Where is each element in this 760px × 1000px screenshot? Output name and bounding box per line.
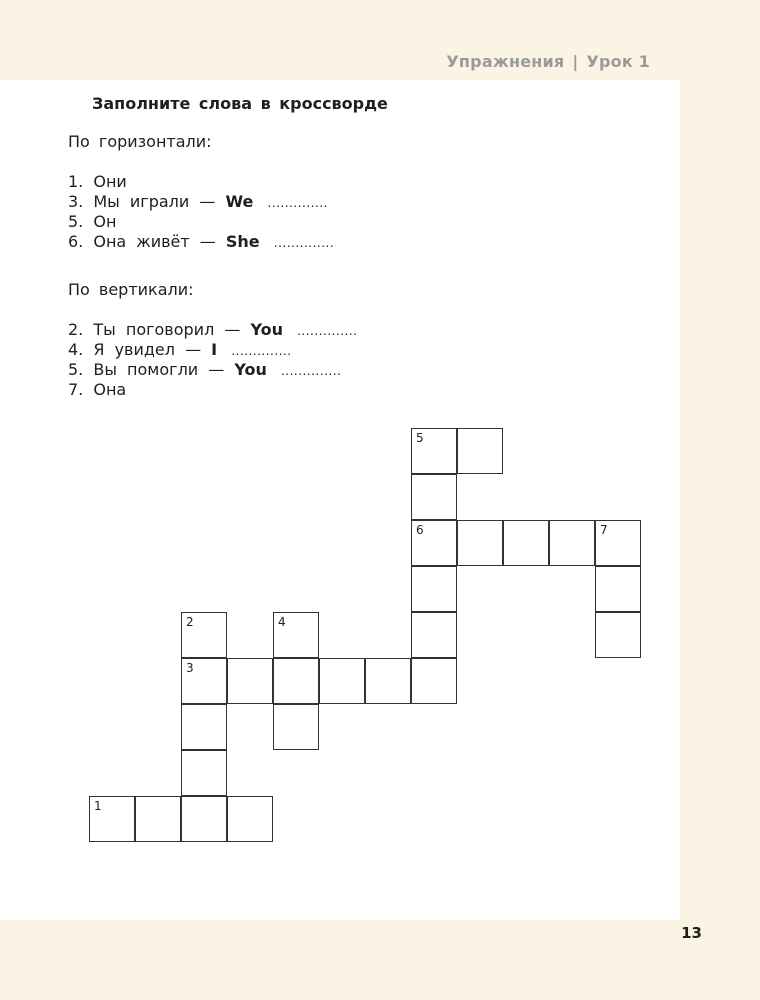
answer-blank: .............. [297, 324, 358, 338]
clue-number: 6. [68, 232, 84, 251]
page-number: 13 [681, 924, 702, 942]
clue-answer-prefix: She [225, 232, 260, 251]
clue-number: 1. [68, 172, 84, 191]
clue-text: Он [93, 212, 117, 231]
exercise-title: Заполните слова в кроссворде [92, 94, 388, 113]
clue-text: Мы играли — [93, 192, 216, 211]
cell-number: 1 [94, 799, 102, 813]
cell-number: 4 [278, 615, 286, 629]
clue-text: Вы помогли — [93, 360, 225, 379]
crossword-cell[interactable] [89, 796, 135, 842]
clue-text: Она [93, 380, 127, 399]
header-lesson: Урок 1 [586, 52, 650, 71]
cell-number: 5 [416, 431, 424, 445]
clue-text: Ты поговорил — [93, 320, 241, 339]
crossword-cell[interactable] [595, 566, 641, 612]
clue-answer-prefix: We [225, 192, 254, 211]
answer-blank: .............. [267, 196, 328, 210]
crossword-cell[interactable] [595, 612, 641, 658]
clue-number: 7. [68, 380, 84, 399]
crossword-cell[interactable] [273, 704, 319, 750]
crossword-cell[interactable] [595, 520, 641, 566]
crossword-cell[interactable] [411, 658, 457, 704]
crossword-cell[interactable] [135, 796, 181, 842]
crossword-cell[interactable] [181, 750, 227, 796]
crossword-cell[interactable] [457, 520, 503, 566]
crossword-cell[interactable] [273, 658, 319, 704]
clue-text: Они [93, 172, 127, 191]
clue-number: 4. [68, 340, 84, 359]
crossword-cell[interactable] [319, 658, 365, 704]
crossword-cell[interactable] [181, 796, 227, 842]
crossword-cell[interactable] [227, 658, 273, 704]
clue-number: 3. [68, 192, 84, 211]
answer-blank: .............. [231, 344, 292, 358]
clue-answer-prefix: You [250, 320, 283, 339]
cell-number: 2 [186, 615, 194, 629]
cell-number: 3 [186, 661, 194, 675]
cell-number: 7 [600, 523, 608, 537]
clue-number: 5. [68, 212, 84, 231]
crossword-cell[interactable] [549, 520, 595, 566]
answer-blank: .............. [273, 236, 335, 250]
clue-text: Она живёт — [93, 232, 216, 251]
crossword-cell[interactable] [181, 612, 227, 658]
header-separator: | [572, 52, 579, 71]
crossword-cell[interactable] [181, 658, 227, 704]
crossword-cell[interactable] [503, 520, 549, 566]
crossword-cell[interactable] [411, 612, 457, 658]
cell-number: 6 [416, 523, 424, 537]
clue-answer-prefix: You [234, 360, 267, 379]
crossword-cell[interactable] [411, 428, 457, 474]
crossword-cell[interactable] [181, 704, 227, 750]
crossword-cell[interactable] [457, 428, 503, 474]
crossword-cell[interactable] [411, 566, 457, 612]
clue-number: 2. [68, 320, 84, 339]
header-section: Упражнения [446, 52, 565, 71]
clue-answer-prefix: I [211, 340, 218, 359]
crossword-cell[interactable] [411, 520, 457, 566]
crossword-cell[interactable] [411, 474, 457, 520]
down-heading: По вертикали: [68, 280, 194, 299]
crossword-cell[interactable] [273, 612, 319, 658]
crossword-cell[interactable] [227, 796, 273, 842]
crossword-cell[interactable] [365, 658, 411, 704]
across-heading: По горизонтали: [68, 132, 212, 151]
answer-blank: .............. [280, 364, 342, 378]
clue-text: Я увидел — [93, 340, 202, 359]
clue-number: 5. [68, 360, 84, 379]
